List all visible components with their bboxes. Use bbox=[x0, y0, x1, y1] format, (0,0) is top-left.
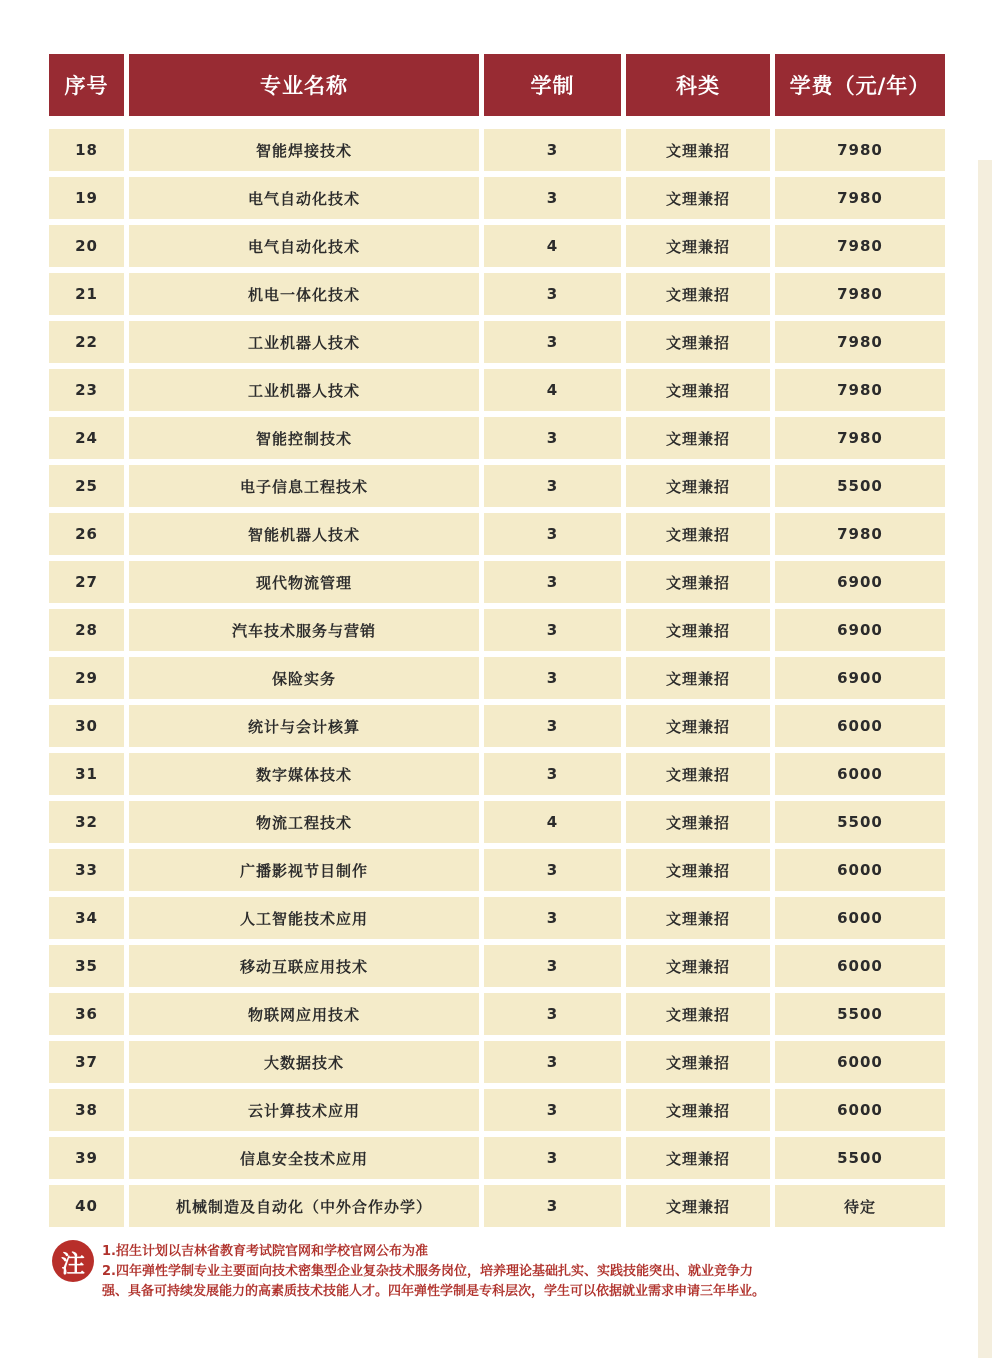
cell-duration: 3 bbox=[484, 417, 621, 459]
cell-number: 33 bbox=[49, 849, 124, 891]
cell-tuition: 5500 bbox=[775, 465, 945, 507]
cell-major-name: 现代物流管理 bbox=[129, 561, 479, 603]
cell-tuition: 5500 bbox=[775, 1137, 945, 1179]
cell-tuition: 7980 bbox=[775, 225, 945, 267]
cell-number: 25 bbox=[49, 465, 124, 507]
cell-category: 文理兼招 bbox=[626, 849, 770, 891]
cell-major-name: 工业机器人技术 bbox=[129, 321, 479, 363]
header-number: 序号 bbox=[49, 54, 124, 116]
cell-number: 35 bbox=[49, 945, 124, 987]
cell-category: 文理兼招 bbox=[626, 993, 770, 1035]
cell-duration: 3 bbox=[484, 1137, 621, 1179]
cell-duration: 3 bbox=[484, 849, 621, 891]
cell-number: 34 bbox=[49, 897, 124, 939]
cell-tuition: 5500 bbox=[775, 993, 945, 1035]
cell-duration: 3 bbox=[484, 465, 621, 507]
cell-duration: 3 bbox=[484, 993, 621, 1035]
cell-category: 文理兼招 bbox=[626, 705, 770, 747]
cell-category: 文理兼招 bbox=[626, 273, 770, 315]
cell-number: 31 bbox=[49, 753, 124, 795]
cell-tuition: 6900 bbox=[775, 561, 945, 603]
cell-major-name: 大数据技术 bbox=[129, 1041, 479, 1083]
cell-category: 文理兼招 bbox=[626, 801, 770, 843]
cell-category: 文理兼招 bbox=[626, 1041, 770, 1083]
cell-major-name: 智能焊接技术 bbox=[129, 129, 479, 171]
header-tuition: 学费（元/年） bbox=[775, 54, 945, 116]
cell-major-name: 汽车技术服务与营销 bbox=[129, 609, 479, 651]
cell-major-name: 物联网应用技术 bbox=[129, 993, 479, 1035]
cell-major-name: 智能机器人技术 bbox=[129, 513, 479, 555]
cell-duration: 3 bbox=[484, 753, 621, 795]
cell-duration: 3 bbox=[484, 945, 621, 987]
cell-duration: 3 bbox=[484, 1041, 621, 1083]
cell-number: 19 bbox=[49, 177, 124, 219]
cell-category: 文理兼招 bbox=[626, 177, 770, 219]
cell-tuition: 7980 bbox=[775, 513, 945, 555]
cell-number: 27 bbox=[49, 561, 124, 603]
header-category: 科类 bbox=[626, 54, 770, 116]
cell-duration: 4 bbox=[484, 369, 621, 411]
cell-duration: 4 bbox=[484, 225, 621, 267]
cell-category: 文理兼招 bbox=[626, 321, 770, 363]
cell-duration: 3 bbox=[484, 561, 621, 603]
cell-tuition: 7980 bbox=[775, 273, 945, 315]
cell-category: 文理兼招 bbox=[626, 609, 770, 651]
cell-duration: 3 bbox=[484, 177, 621, 219]
cell-duration: 3 bbox=[484, 129, 621, 171]
cell-major-name: 电气自动化技术 bbox=[129, 177, 479, 219]
cell-duration: 4 bbox=[484, 801, 621, 843]
cell-number: 20 bbox=[49, 225, 124, 267]
cell-tuition: 7980 bbox=[775, 129, 945, 171]
cell-major-name: 工业机器人技术 bbox=[129, 369, 479, 411]
cell-number: 18 bbox=[49, 129, 124, 171]
cell-major-name: 保险实务 bbox=[129, 657, 479, 699]
cell-major-name: 智能控制技术 bbox=[129, 417, 479, 459]
cell-tuition: 5500 bbox=[775, 801, 945, 843]
cell-major-name: 物流工程技术 bbox=[129, 801, 479, 843]
cell-major-name: 机电一体化技术 bbox=[129, 273, 479, 315]
cell-category: 文理兼招 bbox=[626, 1185, 770, 1227]
cell-number: 37 bbox=[49, 1041, 124, 1083]
header-major-name: 专业名称 bbox=[129, 54, 479, 116]
cell-duration: 3 bbox=[484, 1185, 621, 1227]
cell-number: 30 bbox=[49, 705, 124, 747]
cell-category: 文理兼招 bbox=[626, 465, 770, 507]
cell-number: 32 bbox=[49, 801, 124, 843]
cell-duration: 3 bbox=[484, 705, 621, 747]
cell-major-name: 数字媒体技术 bbox=[129, 753, 479, 795]
cell-tuition: 6000 bbox=[775, 849, 945, 891]
cell-number: 38 bbox=[49, 1089, 124, 1131]
cell-number: 28 bbox=[49, 609, 124, 651]
cell-duration: 3 bbox=[484, 897, 621, 939]
cell-major-name: 电气自动化技术 bbox=[129, 225, 479, 267]
cell-number: 23 bbox=[49, 369, 124, 411]
cell-category: 文理兼招 bbox=[626, 1089, 770, 1131]
cell-major-name: 机械制造及自动化（中外合作办学） bbox=[129, 1185, 479, 1227]
cell-category: 文理兼招 bbox=[626, 225, 770, 267]
cell-tuition: 6000 bbox=[775, 1041, 945, 1083]
cell-category: 文理兼招 bbox=[626, 513, 770, 555]
cell-category: 文理兼招 bbox=[626, 657, 770, 699]
cell-major-name: 信息安全技术应用 bbox=[129, 1137, 479, 1179]
cell-tuition: 7980 bbox=[775, 177, 945, 219]
header-separator bbox=[49, 122, 945, 123]
cell-tuition: 6900 bbox=[775, 657, 945, 699]
cell-category: 文理兼招 bbox=[626, 1137, 770, 1179]
note-line-2: 2.四年弹性学制专业主要面向技术密集型企业复杂技术服务岗位，培养理论基础扎实、实践技能突出、就业竞争力 bbox=[102, 1264, 753, 1279]
cell-tuition: 6000 bbox=[775, 1089, 945, 1131]
cell-tuition: 6000 bbox=[775, 945, 945, 987]
cell-category: 文理兼招 bbox=[626, 561, 770, 603]
page-edge-strip bbox=[978, 160, 992, 1358]
note-badge: 注 bbox=[52, 1240, 94, 1282]
cell-category: 文理兼招 bbox=[626, 417, 770, 459]
cell-number: 29 bbox=[49, 657, 124, 699]
cell-tuition: 待定 bbox=[775, 1185, 945, 1227]
cell-duration: 3 bbox=[484, 273, 621, 315]
cell-category: 文理兼招 bbox=[626, 129, 770, 171]
cell-major-name: 电子信息工程技术 bbox=[129, 465, 479, 507]
cell-tuition: 6900 bbox=[775, 609, 945, 651]
cell-category: 文理兼招 bbox=[626, 753, 770, 795]
note-line-1: 1.招生计划以吉林省教育考试院官网和学校官网公布为准 bbox=[102, 1244, 428, 1259]
cell-number: 40 bbox=[49, 1185, 124, 1227]
cell-tuition: 7980 bbox=[775, 369, 945, 411]
cell-number: 26 bbox=[49, 513, 124, 555]
cell-major-name: 移动互联应用技术 bbox=[129, 945, 479, 987]
cell-category: 文理兼招 bbox=[626, 369, 770, 411]
header-duration: 学制 bbox=[484, 54, 621, 116]
cell-major-name: 云计算技术应用 bbox=[129, 1089, 479, 1131]
cell-duration: 3 bbox=[484, 609, 621, 651]
cell-number: 21 bbox=[49, 273, 124, 315]
note-text bbox=[102, 1242, 947, 1302]
cell-tuition: 6000 bbox=[775, 705, 945, 747]
cell-number: 24 bbox=[49, 417, 124, 459]
cell-number: 39 bbox=[49, 1137, 124, 1179]
cell-major-name: 广播影视节目制作 bbox=[129, 849, 479, 891]
cell-major-name: 统计与会计核算 bbox=[129, 705, 479, 747]
major-fee-table bbox=[49, 54, 945, 1227]
cell-tuition: 7980 bbox=[775, 417, 945, 459]
cell-number: 36 bbox=[49, 993, 124, 1035]
cell-tuition: 6000 bbox=[775, 897, 945, 939]
note-line-3: 强、具备可持续发展能力的高素质技术技能人才。四年弹性学制是专科层次，学生可以依据就业需求申请三年毕业。 bbox=[102, 1284, 766, 1299]
cell-number: 22 bbox=[49, 321, 124, 363]
cell-duration: 3 bbox=[484, 1089, 621, 1131]
cell-duration: 3 bbox=[484, 321, 621, 363]
cell-major-name: 人工智能技术应用 bbox=[129, 897, 479, 939]
cell-tuition: 7980 bbox=[775, 321, 945, 363]
cell-category: 文理兼招 bbox=[626, 897, 770, 939]
cell-duration: 3 bbox=[484, 513, 621, 555]
cell-duration: 3 bbox=[484, 657, 621, 699]
cell-category: 文理兼招 bbox=[626, 945, 770, 987]
cell-tuition: 6000 bbox=[775, 753, 945, 795]
